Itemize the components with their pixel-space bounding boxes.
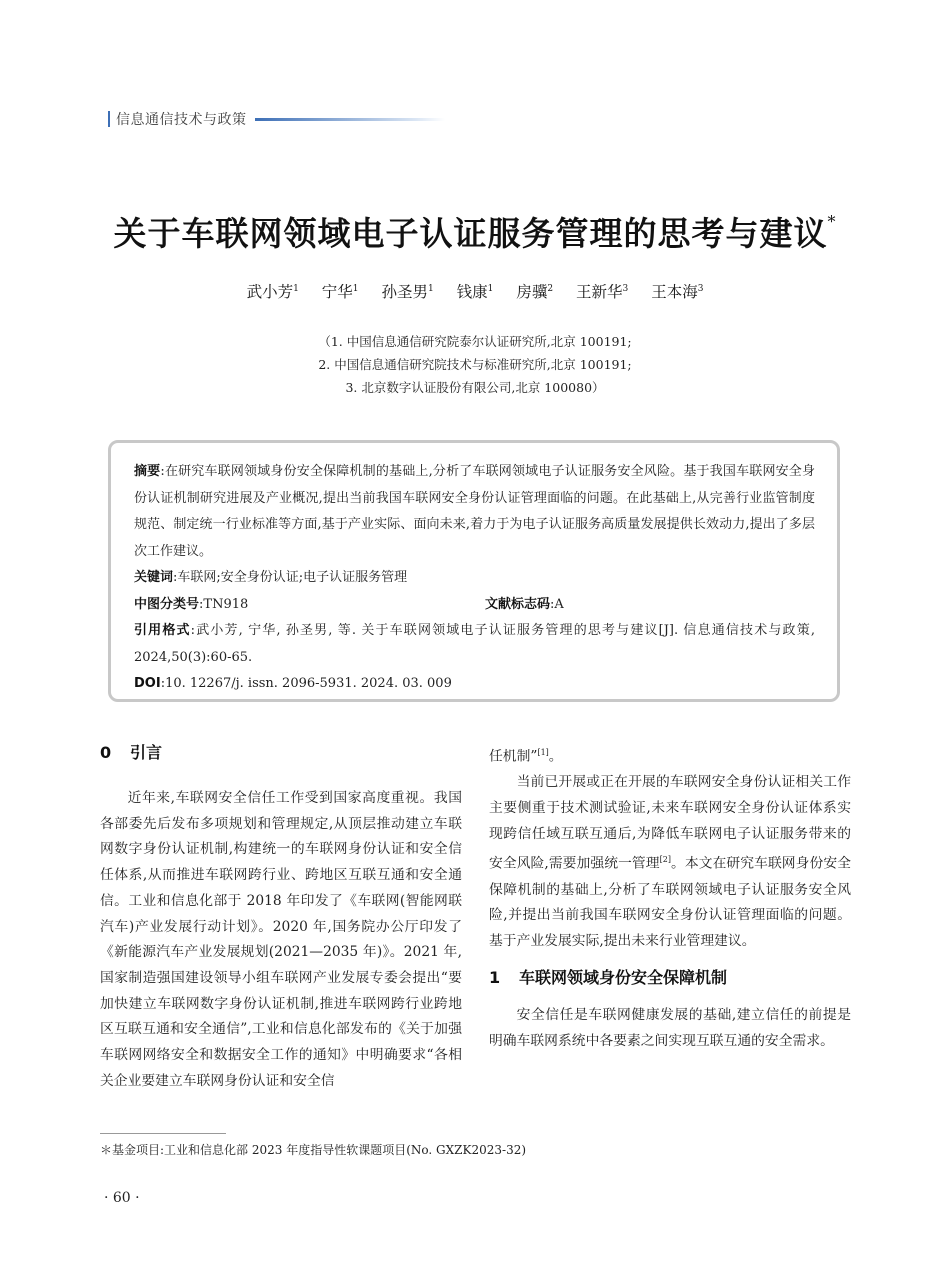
abstract-text: 在研究车联网领域身份安全保障机制的基础上,分析了车联网领域电子认证服务安全风险。基于我国车联网安全身份认证机制研究进展及产业概况,提出当前我国车联网安全身份认证管理面临的问题。在此基础上,从完善行业监管制度规范、制定统一行业标准等方面,基于产业实际、面向未来,着力于为电子认证服务高质量发展提供长效动力,提出了多层次工作建议。 xyxy=(134,464,815,559)
paragraph: 当前已开展或正在开展的车联网安全身份认证相关工作主要侧重于技术测试验证,未来车联网安全身份认证体系实现跨信任域互联互通后,为降低车联网电子认证服务带来的安全风险,需要加强统一管理[2]。本文在研究车联网身份安全保障机制的基础上,分析了车联网领域电子认证服务安全风险,并提出当前我国车联网安全身份认证管理面临的问题。基于产业发展实际,提出未来行业管理建议。 xyxy=(489,774,851,950)
citation-ref: [2] xyxy=(659,855,671,865)
abstract: 摘要:在研究车联网领域身份安全保障机制的基础上,分析了车联网领域电子认证服务安全风险。基于我国车联网安全身份认证机制研究进展及产业概况,提出当前我国车联网安全身份认证管理面临的问题。在此基础上,从完善行业监管制度规范、制定统一行业标准等方面,基于产业实际、面向未来,着力于为电子认证服务高质量发展提供长效动力,提出了多层次工作建议。 xyxy=(134,464,815,559)
right-column xyxy=(489,740,851,1054)
classification-row: 中图分类号:TN918 文献标志码:A xyxy=(134,596,564,612)
paragraph: 近年来,车联网安全信任工作受到国家高度重视。我国各部委先后发布多项规划和管理规定,从顶层推动建立车联网数字身份认证机制,构建统一的车联网身份认证和安全信任体系,从而推进车联网跨行业、跨地区互联互通和安全通信。工业和信息化部于 2018 年印发了《车联网(智能网联汽车)产业发展行动计划》。2020 年,国务院办公厅印发了《新能源汽车产业发展规划(2021—2035 年)》。2021 年,国家制造强国建设领导小组车联网产业发展专委会提出“要加快建立车联网数字身份认证机制,推进车联网跨行业跨地区互联互通和安全通信”,工业和信息化部发布的《关于加强车联网网络安全和数据安全工作的通知》中明确要求“各相关企业要建立车联网身份认证和安全信 xyxy=(100,790,462,1089)
affiliation-line: 2. 中国信息通信研究院技术与标准研究所,北京 100191; xyxy=(318,357,632,372)
footnote-rule xyxy=(100,1133,226,1134)
footnote: ＊基金项目:工业和信息化部 2023 年度指导性软课题项目(No. GXZK2023-32) xyxy=(100,1143,527,1157)
author: 孙圣男$^1$ xyxy=(381,283,434,301)
author: 钱康$^1$ xyxy=(456,283,494,301)
citation-label: 引用格式 xyxy=(134,623,191,638)
paragraph-continuation: 任机制”[1]。 xyxy=(489,748,563,765)
clc-label: 中图分类号 xyxy=(134,596,200,612)
keywords-label: 关键词 xyxy=(134,570,174,585)
section-heading: 1 车联网领域身份安全保障机制 xyxy=(489,967,728,987)
doc-code-value: A xyxy=(554,596,564,612)
keywords: 关键词:车联网;安全身份认证;电子认证服务管理 xyxy=(134,570,408,585)
author: 宁华$^1$ xyxy=(321,283,359,301)
affiliations xyxy=(0,330,950,399)
header-accent-line xyxy=(108,111,110,127)
abstract-box xyxy=(108,440,840,702)
author: 王本海$^3$ xyxy=(651,283,704,301)
page-number: · 60 · xyxy=(104,1190,140,1206)
running-header xyxy=(108,110,445,128)
left-column xyxy=(100,740,462,1094)
abstract-label: 摘要 xyxy=(134,464,161,479)
title-footnote-mark: * xyxy=(827,212,837,231)
author: 王新华$^3$ xyxy=(576,283,629,301)
paragraph: 安全信任是车联网健康发展的基础,建立信任的前提是明确车联网系统中各要素之间实现互联互通的安全需求。 xyxy=(489,1006,851,1049)
keywords-text: 车联网;安全身份认证;电子认证服务管理 xyxy=(177,570,408,585)
paper-title xyxy=(0,208,950,255)
author-list xyxy=(0,280,950,302)
citation-ref: [1] xyxy=(537,748,549,757)
author: 武小芳$^1$ xyxy=(246,283,299,301)
title-text: 关于车联网领域电子认证服务管理的思考与建议 xyxy=(113,214,828,253)
affiliation-line: 3. 北京数字认证股份有限公司,北京 100080） xyxy=(345,380,605,395)
doi-label: DOI xyxy=(134,676,161,691)
doi-text: 10. 12267/j. issn. 2096-5931. 2024. 03. 009 xyxy=(165,676,452,691)
doi: DOI:10. 12267/j. issn. 2096-5931. 2024. 03. 009 xyxy=(134,676,452,691)
author: 房骥$^2$ xyxy=(516,283,554,301)
affiliation-line: （1. 中国信息通信研究院泰尔认证研究所,北京 100191; xyxy=(318,334,632,349)
section-heading: 0 引言 xyxy=(100,743,163,762)
header-gradient-line xyxy=(255,118,445,121)
section-label: 信息通信技术与政策 xyxy=(116,112,247,128)
citation-text: 武小芳, 宁华, 孙圣男, 等. 关于车联网领域电子认证服务管理的思考与建议[J]. 信息通信技术与政策, 2024,50(3):60-65. xyxy=(134,623,815,665)
clc-value: TN918 xyxy=(203,596,249,612)
doc-code-label: 文献标志码 xyxy=(485,596,551,612)
citation: 引用格式:武小芳, 宁华, 孙圣男, 等. 关于车联网领域电子认证服务管理的思考与建议[J]. 信息通信技术与政策, 2024,50(3):60-65. xyxy=(134,623,815,665)
